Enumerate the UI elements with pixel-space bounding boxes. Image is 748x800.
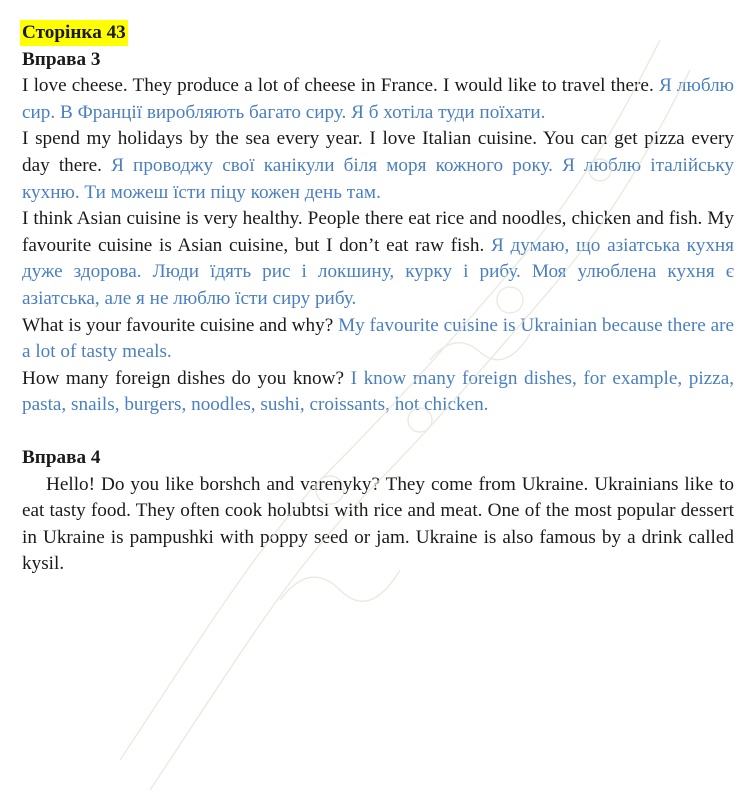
answer-text: Я проводжу свої канікули біля моря кожного року. Я люблю італійську кухню. Ти можеш їсти піцу кожен день там. bbox=[22, 154, 734, 203]
exercise-3-paragraph-4 bbox=[22, 313, 734, 366]
answer-text: I know many foreign dishes, for example, pizza, pasta, snails, burgers, noodles, sushi, croissants, hot chicken. bbox=[22, 367, 735, 416]
english-text: I love cheese. They produce a lot of cheese in France. I would like to travel there. bbox=[22, 75, 654, 97]
exercise-3-paragraph-2 bbox=[22, 126, 734, 206]
page-content bbox=[22, 20, 734, 578]
answer-text: Я люблю сир. В Франції виробляють багато сиру. Я б хотіла туди поїхати. bbox=[22, 75, 735, 123]
page-number-label: Сторінка 43 bbox=[20, 20, 128, 46]
exercise-3-title: Вправа 3 bbox=[22, 48, 101, 70]
exercise-4-title: Вправа 4 bbox=[22, 446, 101, 468]
exercise-3-paragraph-5 bbox=[22, 366, 734, 419]
exercise-3-paragraph-3 bbox=[22, 206, 734, 312]
question-text: What is your favourite cuisine and why? bbox=[22, 314, 334, 336]
answer-text: Я думаю, що азіатська кухня дуже здорова. Люди їдять рис і локшину, курку і рибу. Моя улюблена кухня є азіатська, але я не люблю їсти сиру рибу. bbox=[22, 234, 735, 309]
exercise-4-paragraph: Hello! Do you like borshch and varenyky? They come from Ukraine. Ukrainians like to eat tasty food. They often cook holubtsi with rice and meat. One of the most popular dessert in Ukraine is pampushki with poppy seed or jam. Ukraine is also famous by a drink called kysil. bbox=[22, 473, 734, 575]
english-text: I spend my holidays by the sea every year. I love Italian cuisine. You can get pizza every day there. bbox=[22, 128, 734, 176]
exercise-3-paragraph-1 bbox=[22, 73, 734, 126]
question-text: How many foreign dishes do you know? bbox=[22, 367, 344, 389]
section-spacer bbox=[22, 419, 734, 445]
english-text: I think Asian cuisine is very healthy. People there eat rice and noodles, chicken and fish. My favourite cuisine is Asian cuisine, but I don’t eat raw fish. bbox=[22, 208, 734, 256]
answer-text: My favourite cuisine is Ukrainian because there are a lot of tasty meals. bbox=[22, 314, 734, 363]
